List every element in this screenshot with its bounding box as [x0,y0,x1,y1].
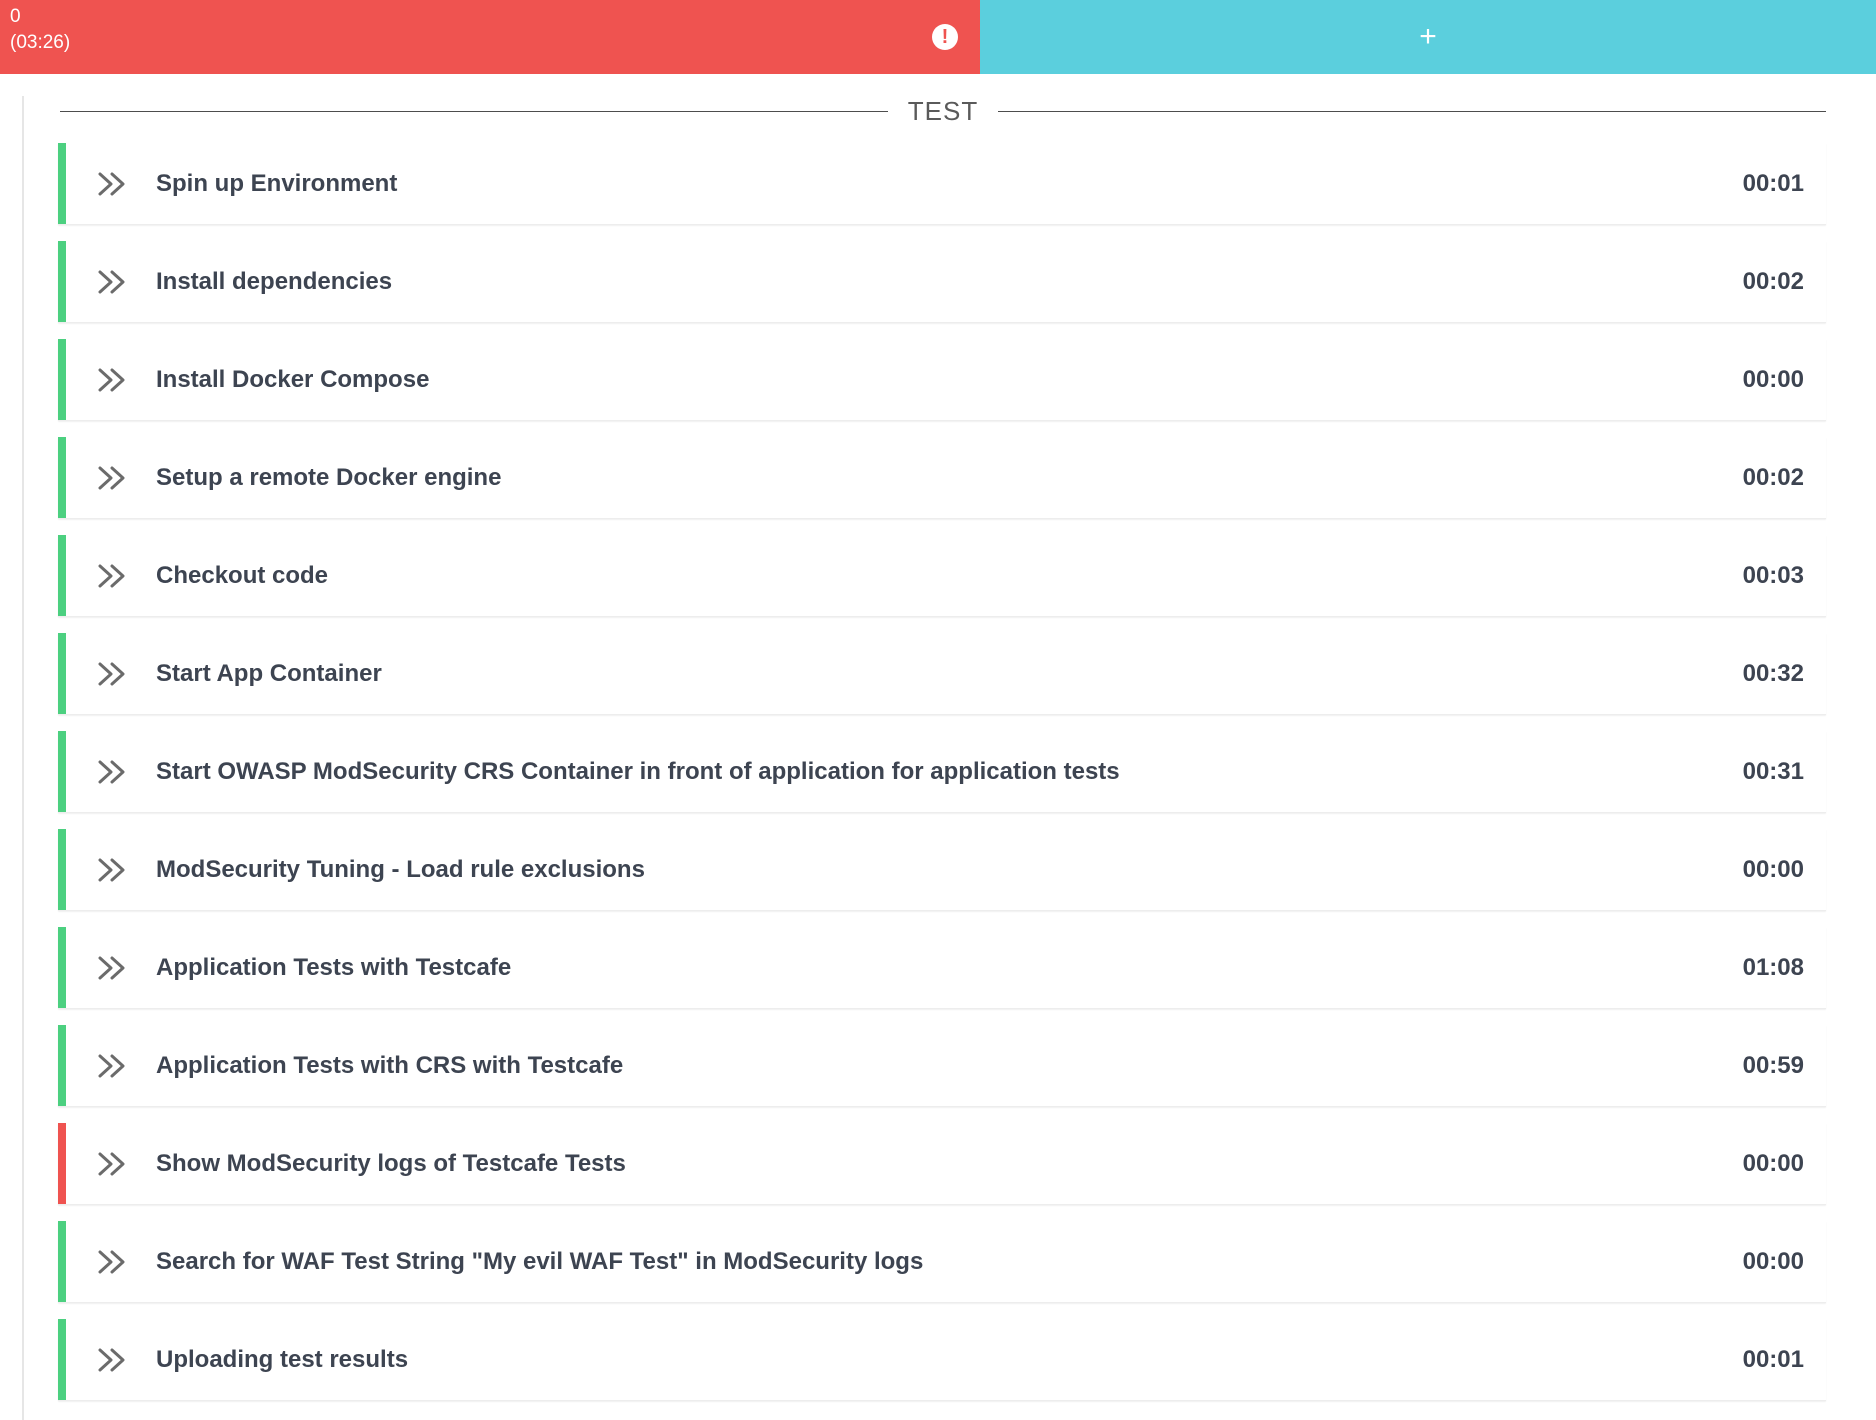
plus-icon: + [1419,20,1437,53]
step-row[interactable] [58,535,1826,617]
step-duration: 00:32 [1742,659,1804,687]
expand-chevron-icon[interactable] [94,855,156,885]
step-duration: 00:00 [1742,1149,1804,1177]
step-duration: 00:01 [1742,169,1804,197]
expand-chevron-icon[interactable] [94,1247,156,1277]
step-status-indicator [58,1025,66,1106]
step-status-indicator [58,927,66,1008]
step-name: Start App Container [156,659,382,687]
expand-chevron-icon[interactable] [94,953,156,983]
step-name: Spin up Environment [156,169,398,197]
step-name: Setup a remote Docker engine [156,463,502,491]
divider-left [60,111,888,112]
step-name: Install Docker Compose [156,365,430,393]
step-name: Application Tests with Testcafe [156,953,512,981]
expand-chevron-icon[interactable] [94,365,156,395]
step-name: Install dependencies [156,267,393,295]
step-row[interactable] [58,1319,1826,1401]
expand-chevron-icon[interactable] [94,757,156,787]
step-row[interactable] [58,1025,1826,1107]
step-name: Checkout code [156,561,329,589]
job-tab[interactable] [0,0,980,74]
alert-icon: ! [932,24,958,50]
step-duration: 00:00 [1742,365,1804,393]
step-duration: 00:00 [1742,1247,1804,1275]
step-name: ModSecurity Tuning - Load rule exclusions [156,855,645,883]
step-duration: 00:31 [1742,757,1804,785]
step-duration: 00:01 [1742,1345,1804,1373]
section-label: TEST [907,96,979,126]
step-status-indicator [58,731,66,812]
step-row[interactable] [58,731,1826,813]
step-name: Start OWASP ModSecurity CRS Container in front of application for application tests [156,757,1120,785]
step-duration: 00:03 [1742,561,1804,589]
expand-chevron-icon[interactable] [94,1149,156,1179]
step-row[interactable] [58,1221,1826,1303]
step-duration: 00:59 [1742,1051,1804,1079]
expand-chevron-icon[interactable] [94,659,156,689]
expand-chevron-icon[interactable] [94,1345,156,1375]
step-status-indicator [58,143,66,224]
step-status-indicator [58,241,66,322]
step-status-indicator [58,1221,66,1302]
step-row[interactable] [58,927,1826,1009]
job-steps-panel [0,74,1876,1420]
step-name: Application Tests with CRS with Testcafe [156,1051,624,1079]
step-duration: 00:02 [1742,267,1804,295]
step-status-indicator [58,1319,66,1400]
expand-chevron-icon[interactable] [94,1051,156,1081]
step-duration: 01:08 [1742,953,1804,981]
step-row[interactable] [58,241,1826,323]
step-status-indicator [58,633,66,714]
section-heading [24,96,1840,127]
step-status-indicator [58,829,66,910]
step-row[interactable] [58,339,1826,421]
step-name: Show ModSecurity logs of Testcafe Tests [156,1149,626,1177]
step-list [24,143,1840,1401]
divider-right [998,111,1826,112]
add-tab-button[interactable] [980,0,1876,74]
expand-chevron-icon[interactable] [94,169,156,199]
step-name: Search for WAF Test String "My evil WAF Test" in ModSecurity logs [156,1247,924,1275]
job-elapsed-time: (03:26) [10,32,71,53]
step-row[interactable] [58,829,1826,911]
top-bar [0,0,1876,74]
panel-inner [22,96,1840,1420]
expand-chevron-icon[interactable] [94,463,156,493]
step-row[interactable] [58,1123,1826,1205]
step-status-indicator [58,437,66,518]
expand-chevron-icon[interactable] [94,267,156,297]
step-row[interactable] [58,437,1826,519]
step-status-indicator [58,1123,66,1204]
job-number: 0 [10,6,21,27]
step-duration: 00:00 [1742,855,1804,883]
expand-chevron-icon[interactable] [94,561,156,591]
step-row[interactable] [58,143,1826,225]
step-name: Uploading test results [156,1345,409,1373]
step-status-indicator [58,535,66,616]
step-row[interactable] [58,633,1826,715]
step-status-indicator [58,339,66,420]
step-duration: 00:02 [1742,463,1804,491]
